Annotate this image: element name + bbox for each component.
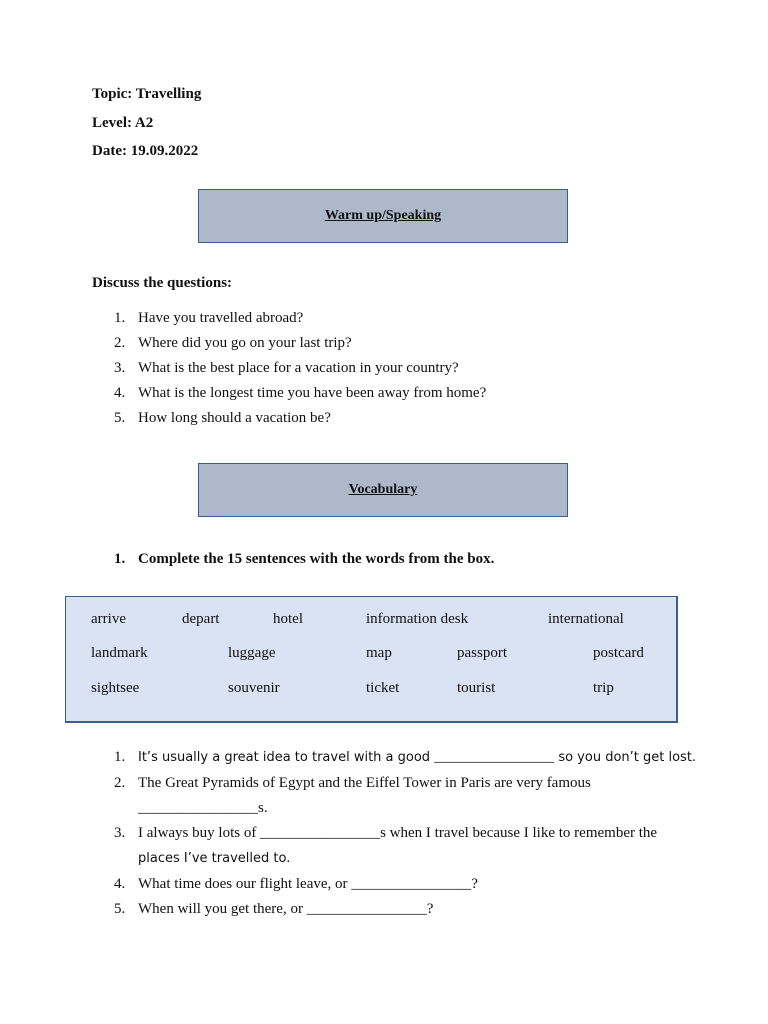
word-item: luggage bbox=[228, 645, 276, 661]
sentence-2-number: 2. bbox=[114, 775, 126, 791]
word-item: ticket bbox=[366, 680, 400, 696]
sentence-5: When will you get there, or ________________? bbox=[138, 901, 434, 917]
level-line: Level: A2 bbox=[92, 115, 154, 131]
warmup-title: Warm up/Speaking bbox=[324, 208, 442, 223]
sentence-3-line-1: I always buy lots of ________________s when I travel because I like to remember the bbox=[138, 825, 658, 841]
sentence-3-line-2: places I’ve travelled to. bbox=[138, 851, 291, 866]
blank: ________________ bbox=[351, 876, 472, 892]
word-item: tourist bbox=[457, 680, 496, 696]
word-item: international bbox=[548, 611, 624, 627]
warmup-question-list bbox=[92, 310, 486, 435]
sentence-2-line-2: ________________s. bbox=[138, 800, 268, 816]
blank: ________________ bbox=[306, 901, 427, 917]
vocabulary-banner bbox=[198, 463, 568, 517]
word-item: souvenir bbox=[228, 680, 280, 696]
list-item: 4. What is the longest time you have been away from home? bbox=[114, 385, 487, 401]
sentence-1-number: 1. bbox=[114, 749, 126, 765]
vocabulary-title: Vocabulary bbox=[348, 482, 418, 497]
word-item: hotel bbox=[273, 611, 303, 627]
word-item: map bbox=[366, 645, 392, 661]
sentence-1: It’s usually a great idea to travel with a good ________________ so you don’t get lost. bbox=[138, 749, 697, 765]
discuss-instruction: Discuss the questions: bbox=[92, 275, 233, 291]
topic-line: Topic: Travelling bbox=[92, 86, 202, 102]
warmup-banner bbox=[198, 189, 568, 243]
sentence-2-line-1: The Great Pyramids of Egypt and the Eiffel Tower in Paris are very famous bbox=[138, 775, 591, 791]
word-item: depart bbox=[182, 611, 220, 627]
word-item: passport bbox=[457, 645, 507, 661]
blank: ________________ bbox=[434, 749, 555, 765]
word-item: postcard bbox=[593, 645, 644, 661]
list-item: 2. Where did you go on your last trip? bbox=[114, 335, 352, 351]
list-item: 1. Have you travelled abroad? bbox=[114, 310, 304, 326]
word-item: information desk bbox=[366, 611, 469, 627]
task-instruction: Complete the 15 sentences with the words from the box. bbox=[138, 551, 495, 567]
sentence-4-number: 4. bbox=[114, 876, 126, 892]
word-box bbox=[65, 596, 678, 723]
sentence-3-number: 3. bbox=[114, 825, 126, 841]
list-item: 5. How long should a vacation be? bbox=[114, 410, 331, 426]
sentence-5-number: 5. bbox=[114, 901, 126, 917]
task-number: 1. bbox=[114, 551, 126, 567]
sentence-4: What time does our flight leave, or ________________? bbox=[138, 876, 478, 892]
word-item: landmark bbox=[91, 645, 148, 661]
list-item: 3. What is the best place for a vacation in your country? bbox=[114, 360, 459, 376]
word-item: arrive bbox=[91, 611, 126, 627]
word-item: sightsee bbox=[91, 680, 140, 696]
word-item: trip bbox=[593, 680, 614, 696]
date-line: Date: 19.09.2022 bbox=[92, 143, 199, 159]
blank: ________________ bbox=[260, 825, 381, 841]
